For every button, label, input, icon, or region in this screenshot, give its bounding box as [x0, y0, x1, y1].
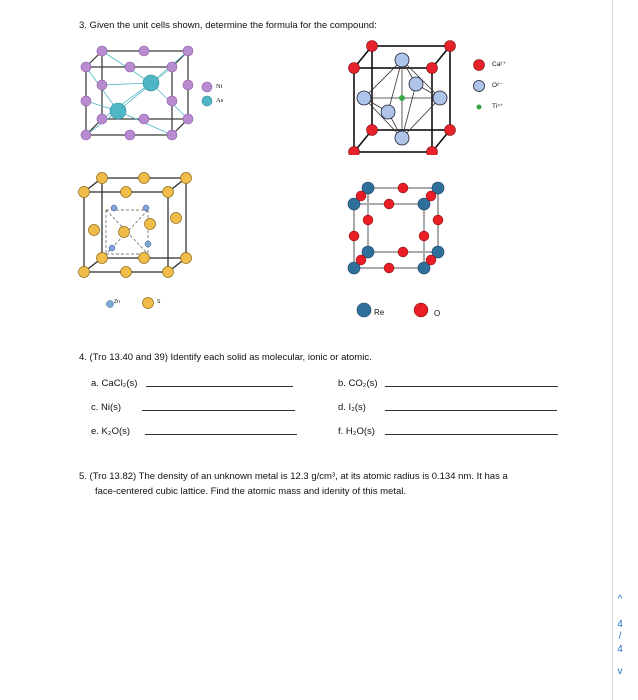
answer-line-c[interactable] — [142, 410, 295, 411]
question-5-line-1: 5. (Tro 13.82) The density of an unknown metal is 12.3 g/cm³, at its atomic radius is 0.134 nm. It has a — [79, 471, 508, 482]
page-navigator — [612, 590, 638, 700]
catio3-unit-cell — [340, 40, 470, 155]
legend-ca-label: Ca²⁺ — [492, 61, 506, 68]
item-b-label: b. CO₂(s) — [338, 378, 378, 389]
zns-legend-icons — [104, 296, 164, 312]
question-5-line-2: face-centered cubic lattice. Find the atomic mass and idenity of this metal. — [95, 486, 407, 497]
legend-s-label: S — [157, 299, 161, 305]
catio3-legend-icons — [470, 56, 490, 116]
page-down-icon[interactable]: v — [617, 666, 623, 677]
current-page: 4 — [617, 619, 623, 630]
answer-line-a[interactable] — [146, 386, 293, 387]
item-a-label: a. CaCl₂(s) — [91, 378, 138, 389]
legend-ti-label: Ti⁴⁺ — [492, 103, 504, 110]
legend-ni-label: Ni — [216, 83, 223, 90]
item-d-label: d. I₂(s) — [338, 402, 366, 413]
legend-o-red-label: O — [434, 309, 441, 318]
legend-o-label: O²⁻ — [492, 82, 503, 89]
question-3-title: 3. Given the unit cells shown, determine the formula for the compound: — [79, 20, 377, 31]
page-up-icon[interactable]: ^ — [617, 594, 623, 605]
total-pages: 4 — [617, 644, 623, 655]
reo3-unit-cell — [344, 180, 454, 280]
reo3-legend-icons — [354, 300, 444, 320]
legend-zn-label: Zn — [114, 299, 120, 305]
answer-line-d[interactable] — [385, 410, 557, 411]
question-4-title: 4. (Tro 13.40 and 39) Identify each solid as molecular, ionic or atomic. — [79, 352, 372, 363]
answer-line-b[interactable] — [385, 386, 558, 387]
legend-re-label: Re — [374, 308, 385, 317]
item-c-label: c. Ni(s) — [91, 402, 122, 413]
item-f-label: f. H₂O(s) — [338, 426, 375, 437]
answer-line-f[interactable] — [385, 434, 558, 435]
item-e-label: e. K₂O(s) — [91, 426, 131, 437]
legend-as-label: As — [216, 97, 224, 104]
nias-unit-cell — [78, 45, 238, 145]
zns-unit-cell — [76, 170, 206, 280]
page-separator: / — [618, 631, 622, 642]
answer-line-e[interactable] — [145, 434, 297, 435]
